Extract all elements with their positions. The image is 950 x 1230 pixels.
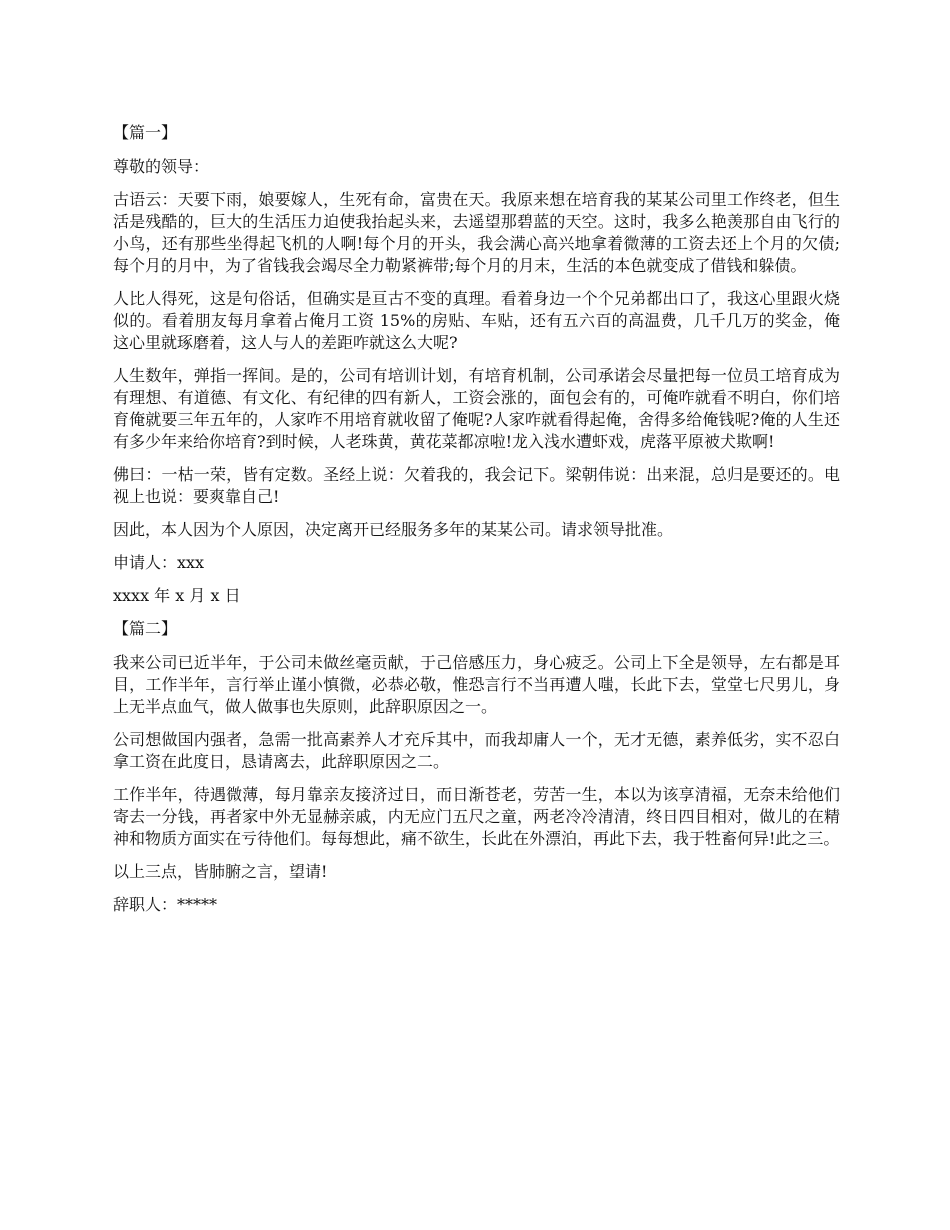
paragraph: 我来公司已近半年，于公司未做丝毫贡献，于己倍感压力，身心疲乏。公司上下全是领导，左右都是耳目，工作半年，言行举止谨小慎微，必恭必敬，惟恐言行不当再遭人嗤，长此下去，堂堂七尺男儿，身上无半点血气，做人做事也失原则，此辞职原因之一。 [113, 653, 840, 716]
section-heading: 【篇二】 [113, 619, 178, 638]
signer-line: 辞职人：***** [113, 895, 218, 914]
document-page [113, 122, 840, 927]
section-heading: 【篇一】 [113, 123, 178, 142]
date-line: xxxx 年 x 月 x 日 [113, 586, 241, 605]
section-1 [113, 122, 840, 607]
paragraph: 因此，本人因为个人原因，决定离开已经服务多年的某某公司。请求领导批准。 [113, 520, 674, 539]
paragraph: 以上三点，皆肺腑之言，望请! [113, 862, 328, 881]
paragraph: 人生数年，弹指一挥间。是的，公司有培训计划，有培育机制，公司承诺会尽量把每一位员工培育成为有理想、有道德、有文化、有纪律的四有新人，工资会涨的，面包会有的，可俺咋就看不明白，你们培育俺就要三年五年的，人家咋不用培育就收留了俺呢?人家咋就看得起俺，舍得多给俺钱呢?俺的人生还有多少年来给你培育?到时候，人老珠黄，黄花菜都凉啦!龙入浅水遭虾戏，虎落平原被犬欺啊! [113, 366, 840, 451]
paragraph: 古语云：天要下雨，娘要嫁人，生死有命，富贵在天。我原来想在培育我的某某公司里工作终老，但生活是残酷的，巨大的生活压力迫使我抬起头来，去遥望那碧蓝的天空。这时，我多么艳羡那自由飞行的小鸟，还有那些坐得起飞机的人啊!每个月的开头，我会满心高兴地拿着微薄的工资去还上个月的欠债;每个月的月中，为了省钱我会竭尽全力勒紧裤带;每个月的月末，生活的本色就变成了借钱和躲债。 [113, 190, 840, 275]
paragraph: 公司想做国内强者，急需一批高素养人才充斥其中，而我却庸人一个，无才无德，素养低劣，实不忍白拿工资在此度日，恳请离去，此辞职原因之二。 [113, 730, 840, 771]
salutation: 尊敬的领导： [113, 157, 210, 176]
paragraph: 佛曰：一枯一荣，皆有定数。圣经上说：欠着我的，我会记下。梁朝伟说：出来混，总归是要还的。电视上也说：要爽靠自己! [113, 465, 840, 506]
section-2 [113, 618, 840, 916]
paragraph: 工作半年，待遇微薄，每月靠亲友接济过日，而日渐苍老，劳苦一生，本以为该享清福，无奈未给他们寄去一分钱，再者家中外无显赫亲戚，内无应门五尺之童，两老冷冷清清，终日四目相对，做儿的在精神和物质方面实在亏待他们。每每想此，痛不欲生，长此在外漂泊，再此下去，我于牲畜何异!此之三。 [113, 785, 840, 848]
applicant-line: 申请人：xxx [113, 553, 205, 572]
paragraph: 人比人得死，这是句俗话，但确实是亘古不变的真理。看着身边一个个兄弟都出口了，我这心里跟火烧似的。看着朋友每月拿着占俺月工资 15%的房贴、车贴，还有五六百的高温费，几千几万的奖金，俺这心里就琢磨着，这人与人的差距咋就这么大呢? [113, 289, 840, 352]
